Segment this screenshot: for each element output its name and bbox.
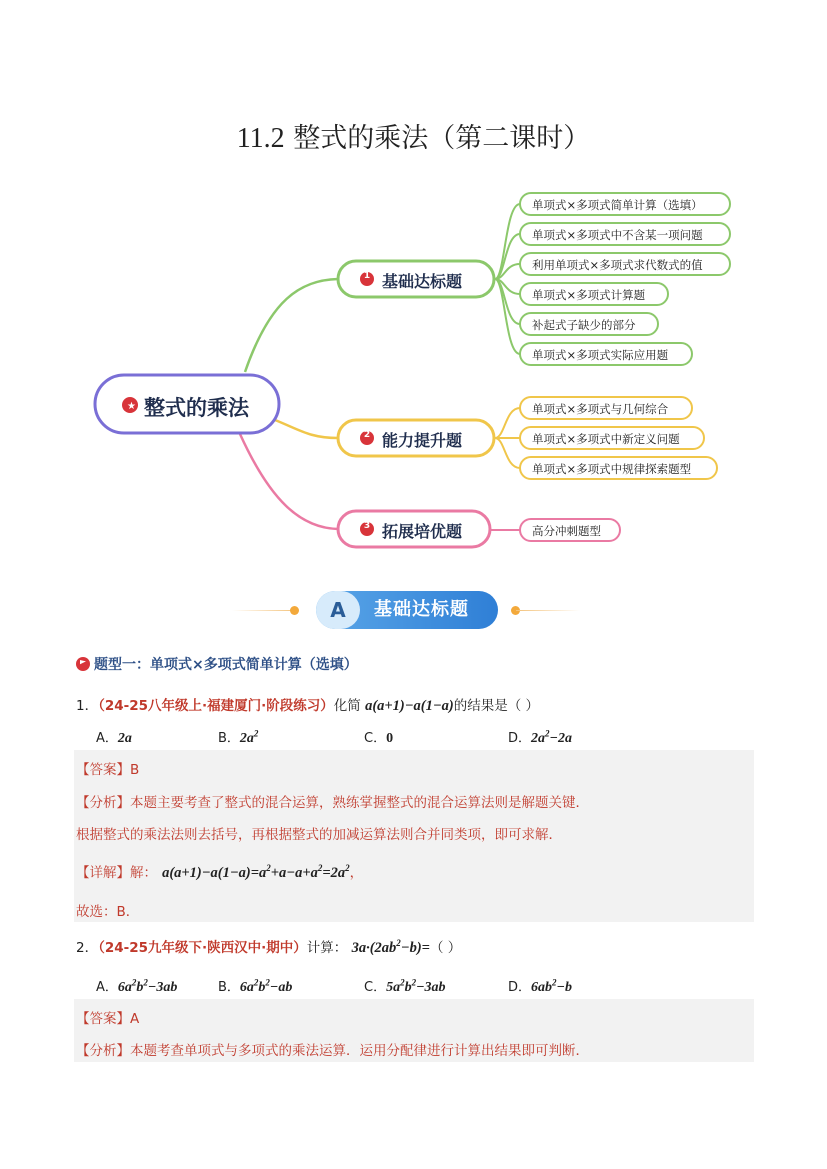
q1-option-d: D．$2a^2-2a$ [508, 728, 572, 746]
q1-analysis-1: 【分析】本题主要考查了整式的混合运算，熟练掌握整式的混合运算法则是解题关键． [76, 795, 589, 811]
divider-dot-left [290, 606, 299, 615]
branch-2-label: 能力提升题 [382, 431, 463, 450]
mindmap-item: 单项式×多项式中不含某一项问题 [532, 228, 703, 242]
q1-option-c: C．0 [364, 731, 394, 746]
q1-option-a: A．2a [96, 731, 132, 746]
q1-option-b: B．$2a^2$ [218, 728, 259, 746]
q2-solution-box [74, 999, 754, 1062]
q2-option-b: B．$6a^2b^2-ab$ [218, 977, 293, 995]
q2-stem-post: （ ） [429, 940, 462, 956]
q2-stem-pre: 计算： [306, 940, 348, 956]
q1-detail: 【详解】解： $a(a+1)-a(1-a)=a^2+a-a+a^2=2a^2$， [76, 863, 364, 881]
q2-source: （24-25九年级下·陕西汉中·期中） [98, 940, 307, 956]
mindmap-item: 利用单项式×多项式求代数式的值 [532, 258, 703, 272]
q1-solution-box [74, 750, 754, 922]
title-number: 11.2 [236, 123, 285, 154]
mindmap-item: 单项式×多项式实际应用题 [532, 348, 669, 362]
section-label: 基础达标题 [374, 599, 469, 620]
mindmap-item: 单项式×多项式计算题 [532, 288, 646, 302]
branch-3-label: 拓展培优题 [382, 522, 463, 541]
mindmap-item: 单项式×多项式中新定义问题 [532, 432, 680, 446]
mindmap-item: 高分冲刺题型 [532, 524, 601, 538]
section-badge: A [316, 591, 360, 629]
mindmap-item: 单项式×多项式与几何综合 [532, 402, 669, 416]
q2-option-c: C．$5a^2b^2-3ab$ [364, 977, 446, 995]
question-1: 1．（24-25八年级上·福建厦门·阶段练习）化简 a(a+1)−a(1−a)的结果是（ ） [76, 698, 540, 714]
q1-analysis-2: 根据整式的乘法法则去括号，再根据整式的加减运算法则合并同类项，即可求解． [76, 827, 562, 843]
q1-stem-post: 的结果是（ ） [453, 698, 540, 714]
branch-3-num: 3 [363, 521, 371, 531]
q2-option-a: A．$6a^2b^2-3ab$ [96, 977, 178, 995]
question-type-heading [76, 654, 358, 674]
mindmap-item: 单项式×多项式中规律探索题型 [532, 462, 692, 476]
mindmap-item: 补起式子缺少的部分 [532, 318, 636, 332]
section-banner [316, 591, 498, 629]
q1-stem-pre: 化简 [333, 698, 361, 714]
question-2 [76, 936, 461, 957]
q2-number: 2． [76, 940, 99, 956]
q2-analysis: 【分析】本题考查单项式与多项式的乘法运算．运用分配律进行计算出结果即可判断． [76, 1043, 589, 1059]
q1-detail-expression: $a(a+1)-a(1-a)=a^2+a-a+a^2=2a^2$ [162, 863, 350, 881]
mindmap-root-label: 整式的乘法 [144, 396, 249, 420]
branch-2-num: 2 [363, 430, 371, 440]
q2-answer: 【答案】A [76, 1011, 140, 1027]
q1-choose: 故选：B． [76, 904, 140, 920]
svg-text:★: ★ [127, 401, 136, 412]
divider-right [516, 610, 580, 611]
q1-number: 1． [76, 698, 99, 714]
branch-1-label: 基础达标题 [382, 272, 463, 291]
page-title [0, 116, 827, 155]
flag-icon [76, 657, 90, 671]
mindmap-item: 单项式×多项式简单计算（选填） [532, 198, 703, 212]
branch-1-num: 1 [363, 271, 371, 281]
title-text: 整式的乘法（第二课时） [293, 123, 591, 154]
type-heading-text: 题型一：单项式×多项式简单计算（选填） [94, 657, 358, 673]
q1-answer: 【答案】B [76, 762, 140, 778]
q1-source: （24-25八年级上·福建厦门·阶段练习） [98, 698, 334, 714]
q2-option-d: D．$6ab^2-b$ [508, 977, 572, 995]
q2-expression: $3a\cdot(2ab^2-b)=$ [351, 938, 430, 956]
q1-detail-label: 【详解】解： [76, 865, 157, 881]
q1-expression: a [365, 698, 373, 714]
divider-left [232, 610, 296, 611]
